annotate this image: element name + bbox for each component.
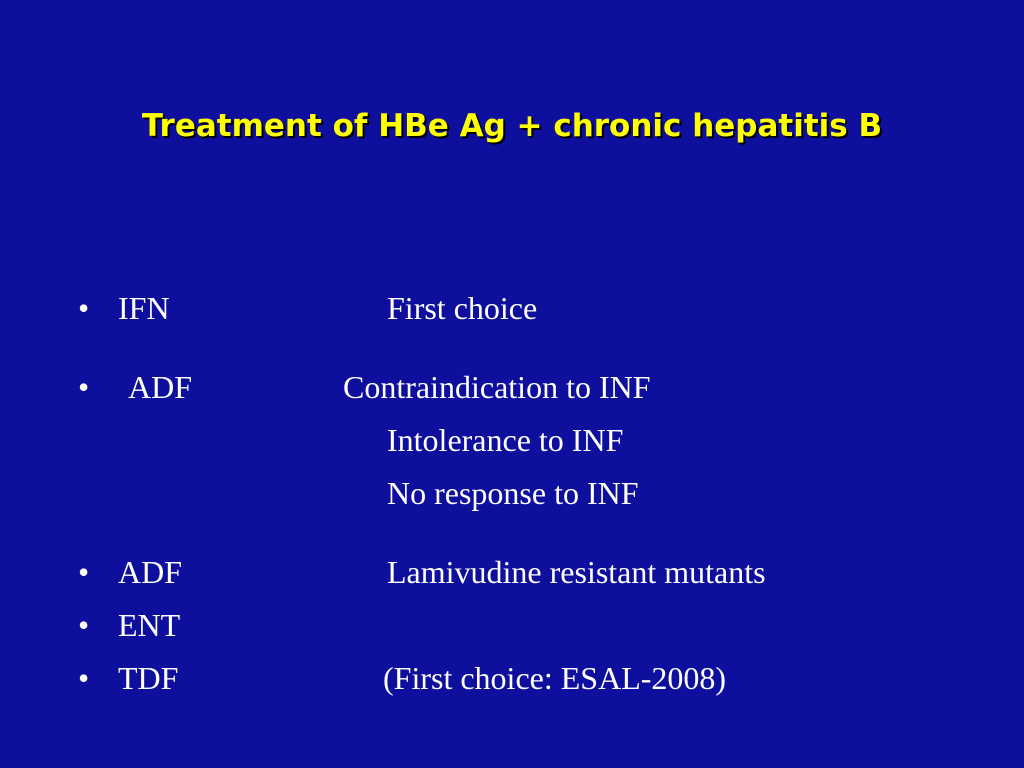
bullet-icon: • <box>78 554 90 590</box>
item-note-adf-1: Contraindication to INF <box>343 369 651 405</box>
item-drug-tdf: TDF <box>118 660 179 696</box>
bullet-icon: • <box>78 290 90 326</box>
item-note-ifn: First choice <box>387 290 538 326</box>
item-drug-adf-2: ADF <box>118 554 183 590</box>
bullet-icon: • <box>78 660 90 696</box>
slide-title: Treatment of HBe Ag + chronic hepatitis B <box>141 108 883 144</box>
bullet-icon: • <box>78 607 90 643</box>
item-note-adf-2-1: Lamivudine resistant mutants <box>387 554 766 590</box>
bullet-icon: • <box>78 369 90 405</box>
item-note-adf-2: Intolerance to INF <box>387 422 624 458</box>
item-drug-ifn: IFN <box>118 290 170 326</box>
item-drug-adf: ADF <box>128 369 193 405</box>
item-note-tdf: (First choice: ESAL-2008) <box>383 660 727 696</box>
item-note-adf-3: No response to INF <box>387 475 639 511</box>
item-drug-ent: ENT <box>118 607 181 643</box>
